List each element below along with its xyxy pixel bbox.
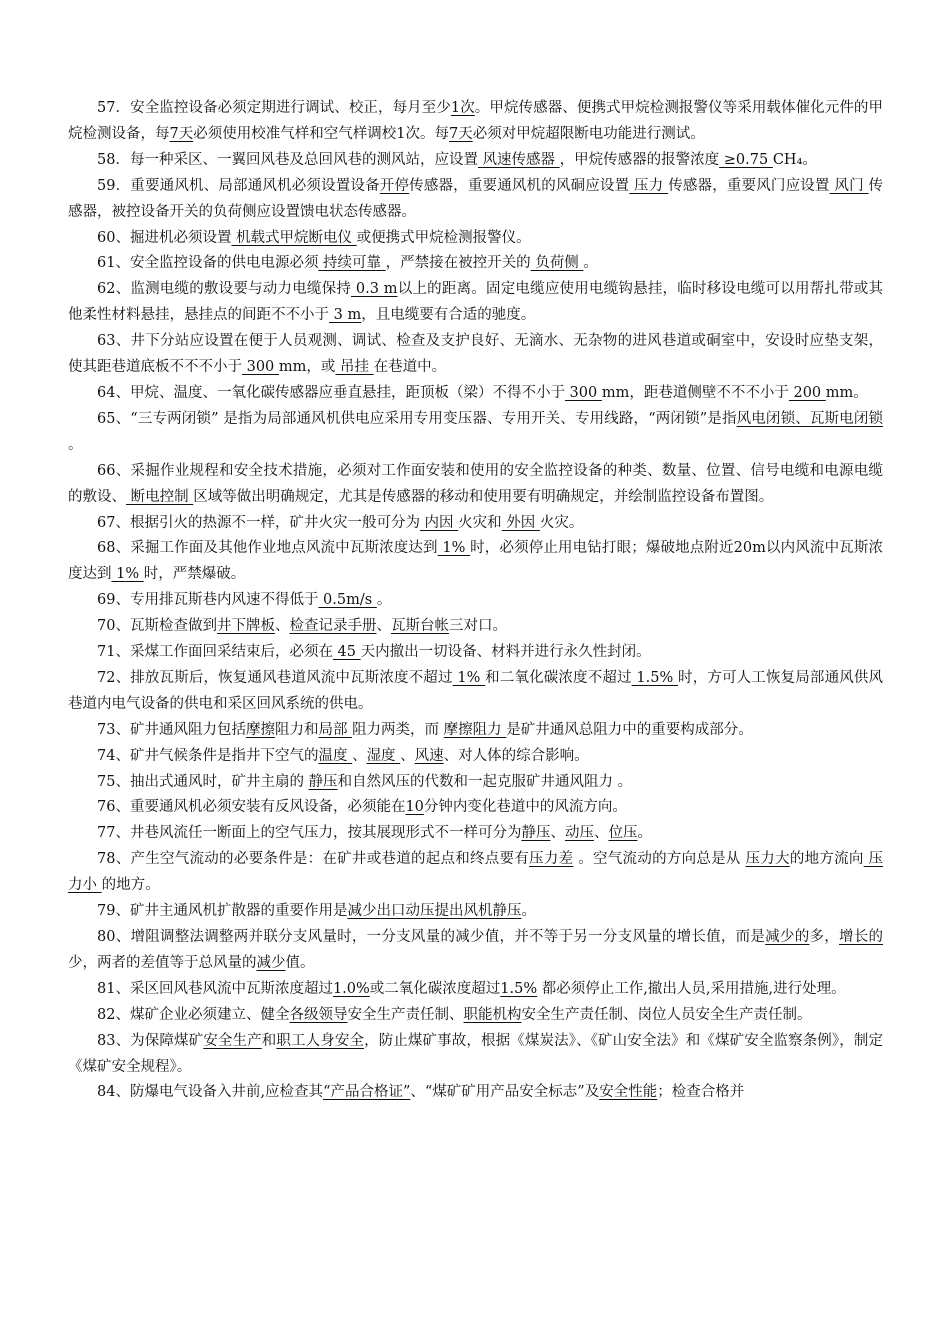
question-text: 区域等做出明确规定，尤其是传感器的移动和使用要有明确规定，并绘制监控设备布置图。 xyxy=(193,488,774,505)
question-paragraph xyxy=(68,925,883,977)
question-text: 83、为保障煤矿 xyxy=(97,1032,204,1049)
question-text: 是矿井通风总阻力中的重要构成部分。 xyxy=(506,721,753,738)
question-text: 传感器，重要通风机的风硐应设置 xyxy=(409,177,630,194)
answer-blank: 摩擦 xyxy=(245,721,275,738)
question-text: 。 xyxy=(68,436,83,453)
answer-blank: 压力大 xyxy=(745,851,790,868)
answer-blank: 7天 xyxy=(169,125,194,142)
question-paragraph xyxy=(68,1029,883,1081)
answer-blank: 0.5m/s xyxy=(318,592,377,609)
answer-blank: 1.5% xyxy=(500,980,538,997)
question-text: 在巷道中。 xyxy=(373,359,447,376)
question-paragraph xyxy=(68,744,883,770)
answer-blank: 风门 xyxy=(829,177,869,194)
answer-blank: 职能机构 xyxy=(463,1006,522,1023)
question-paragraph xyxy=(68,511,883,537)
question-text: 59．重要通风机、局部通风机必须设置设备 xyxy=(97,177,380,194)
answer-blank: 1% xyxy=(437,540,471,557)
answer-blank: 检查记录手册 xyxy=(289,618,377,635)
question-text: 三对口。 xyxy=(448,618,507,635)
question-text: 和自然风压的代数和一起克服矿井通风阻力 。 xyxy=(337,773,633,790)
question-paragraph xyxy=(68,459,883,511)
question-text: 。 xyxy=(583,255,598,272)
question-text: 60、掘进机必须设置 xyxy=(97,229,232,246)
question-paragraph xyxy=(68,329,883,381)
question-text: ，且电缆要有合适的驰度。 xyxy=(361,307,536,324)
answer-blank: 1.5% xyxy=(631,669,679,686)
answer-blank: 吊挂 xyxy=(335,359,374,376)
question-text: 火灾。 xyxy=(539,514,584,531)
question-paragraph xyxy=(68,718,883,744)
question-paragraph xyxy=(68,96,883,148)
answer-blank: 井下牌板 xyxy=(216,618,275,635)
question-text: 。空气流动的方向总是从 xyxy=(573,851,746,868)
answer-blank: 职工人身安全 xyxy=(276,1032,365,1049)
answer-blank: 压力 xyxy=(629,177,669,194)
question-text: 84、防爆电气设备入井前,应检查其 xyxy=(97,1084,324,1101)
question-text: 76、重要通风机必须安装有反风设备，必须能在 xyxy=(97,799,406,816)
question-text: ，甲烷传感器的报警浓度 xyxy=(559,151,720,168)
question-text: 的地方。 xyxy=(101,877,160,894)
question-text: 66、采掘作业规程和安全技术措施，必须对工作面安装和使用的安全监控设备的种类、数量、位置、信号电缆和电源电缆的敷设、 xyxy=(68,462,883,505)
question-paragraph xyxy=(68,640,883,666)
question-text: 62、监测电缆的敷设要与动力电缆保持 xyxy=(97,281,352,298)
question-paragraph xyxy=(68,847,883,899)
answer-blank: 200 xyxy=(788,384,826,401)
question-text: 75、抽出式通风时，矿井主扇的 xyxy=(97,773,309,790)
question-text: 值。 xyxy=(285,954,315,971)
answer-blank: 风速 xyxy=(414,747,444,764)
question-text: ，防止煤矿事故，根据《煤炭法》、《矿山安全法》和《煤矿安全监察条例》，制定《煤矿安全规程》。 xyxy=(68,1032,884,1075)
question-paragraph xyxy=(68,226,883,252)
question-text: 传感器，被控设备开关的负荷侧应设置馈电状态传感器。 xyxy=(68,177,884,220)
question-text: 阻力两类，而 xyxy=(352,721,444,738)
answer-blank: 压力差 xyxy=(529,851,574,868)
question-text: 、对人体的综合影响。 xyxy=(443,747,589,764)
question-text: 69、专用排瓦斯巷内风速不得低于 xyxy=(97,592,319,609)
question-paragraph xyxy=(68,1080,883,1106)
question-text: 、 xyxy=(274,618,290,635)
question-text: 或便携式甲烷检测报警仪。 xyxy=(356,229,531,246)
question-text: 安全生产责任制、岗位人员安全生产责任制。 xyxy=(521,1006,812,1023)
question-paragraph xyxy=(68,770,883,796)
question-text: 。 xyxy=(376,592,392,609)
question-text: 81、采区回风巷风流中瓦斯浓度超过 xyxy=(97,980,333,997)
question-text: 、“煤矿矿用产品安全标志”及 xyxy=(410,1084,600,1101)
question-paragraph xyxy=(68,899,883,925)
question-paragraph xyxy=(68,251,883,277)
question-text: 传感器，重要风门应设置 xyxy=(668,177,830,194)
answer-blank: 45 xyxy=(332,644,361,661)
question-text: 58．每一种采区、一翼回风巷及总回风巷的测风站，应设置 xyxy=(97,151,478,168)
question-text: 65、“三专两闭锁” 是指为局部通风机供电应采用专用变压器、专用开关、专用线路，“两闭锁”是指 xyxy=(97,410,737,427)
question-text: 、 xyxy=(376,618,391,635)
question-text: ；检查合格并 xyxy=(657,1084,745,1101)
answer-blank: 局部 xyxy=(318,721,353,738)
answer-blank: 减少出口动压提出风机静压 xyxy=(347,903,522,920)
question-paragraph xyxy=(68,977,883,1003)
answer-blank: 机载式甲烷断电仪 xyxy=(231,229,357,246)
answer-blank: 10 xyxy=(405,799,424,816)
answer-blank: 位压 xyxy=(608,825,638,842)
question-text: 67、根据引火的热源不一样，矿井火灾一般可分为 xyxy=(97,514,420,531)
answer-blank: 各级领导 xyxy=(289,1006,348,1023)
question-paragraph xyxy=(68,277,883,329)
answer-blank: 摩擦阻力 xyxy=(443,721,507,738)
answer-blank: 风电闭锁、瓦斯电闭锁 xyxy=(736,410,883,427)
answer-blank: 300 xyxy=(242,359,279,376)
question-text: 多， xyxy=(809,929,839,945)
question-text: 安全生产责任制、 xyxy=(347,1006,464,1023)
question-text: 。 xyxy=(521,903,536,920)
question-text: 少，两者的差值等于总风量的 xyxy=(68,954,257,971)
question-paragraph xyxy=(68,614,883,640)
question-text: CH₄。 xyxy=(772,151,817,168)
answer-blank: 3 m xyxy=(329,307,362,324)
question-text: ，严禁接在被控开关的 xyxy=(385,255,531,272)
question-text: 57．安全监控设备必须定期进行调试、校正，每月至少 xyxy=(97,100,451,116)
answer-blank: 300 xyxy=(564,384,602,401)
answer-blank: ≥0.75 xyxy=(719,151,773,168)
question-text: 74、矿井气候条件是指井下空气的 xyxy=(97,747,319,764)
question-paragraph xyxy=(68,148,883,174)
document-page xyxy=(68,96,883,1106)
answer-blank: 安全性能 xyxy=(599,1084,658,1101)
question-text: 火灾和 xyxy=(458,514,502,531)
question-paragraph xyxy=(68,795,883,821)
question-text: 以上的距离。固定电缆应使用电缆钩悬挂，临时移设电缆可以用帮扎带或其他柔性材料悬挂，悬挂点的间距不不小于 xyxy=(68,281,884,324)
answer-blank: 负荷侧 xyxy=(530,255,584,272)
question-text: 或二氧化碳浓度超过 xyxy=(369,980,501,997)
question-text: 和二氧化碳浓度不超过 xyxy=(485,669,632,686)
answer-blank: 断电控制 xyxy=(126,488,194,505)
answer-blank: 1.0% xyxy=(332,980,370,997)
answer-blank: 减少的 xyxy=(765,929,810,945)
question-paragraph xyxy=(68,407,883,459)
question-text: 、 xyxy=(352,747,367,764)
answer-blank: 风速传感器 xyxy=(477,151,560,168)
answer-blank: 温度 xyxy=(318,747,353,764)
question-paragraph xyxy=(68,174,883,226)
answer-blank: 静压 xyxy=(308,773,338,790)
question-text: 、 xyxy=(593,825,609,842)
answer-blank: 1% xyxy=(452,669,486,686)
question-text: 阻力和 xyxy=(274,721,319,738)
question-text: 必须对甲烷超限断电功能进行测试。 xyxy=(472,125,705,142)
question-text: 时，方可人工恢复局部通风供风巷道内电气设备的供电和采区回风系统的供电。 xyxy=(68,669,884,712)
question-text: 时，必须停止用电钻打眼；爆破地点附近20m以内风流中瓦斯浓度达到 xyxy=(68,540,883,583)
answer-blank: 内因 xyxy=(419,514,459,531)
question-text: 必须使用校准气样和空气样调校1次。每 xyxy=(193,125,449,142)
answer-blank: 湿度 xyxy=(366,747,401,764)
question-text: 。甲烷传感器、便携式甲烷检测报警仪等采用载体催化元件的甲烷检测设备，每 xyxy=(68,100,883,142)
question-text: mm，或 xyxy=(278,359,336,376)
answer-blank: 1% xyxy=(111,566,144,583)
answer-blank: “产品合格证” xyxy=(323,1084,411,1101)
question-paragraph xyxy=(68,588,883,614)
question-text: 、 xyxy=(400,747,415,764)
answer-blank: 7天 xyxy=(448,125,473,142)
answer-blank: 瓦斯台帐 xyxy=(390,618,449,635)
question-text: mm。 xyxy=(825,384,868,401)
question-text: 73、矿井通风阻力包括 xyxy=(97,721,246,738)
question-text: 64、甲烷、温度、一氧化碳传感器应垂直悬挂，距顶板（梁）不得不小于 xyxy=(97,384,565,401)
question-text: 和 xyxy=(261,1032,277,1049)
question-text: 80、增阻调整法调整两并联分支风量时，一分支风量的减少值，并不等于另一分支风量的增长值，而是 xyxy=(97,929,766,945)
question-text: 都必须停止工作,撤出人员,采用措施,进行处理。 xyxy=(537,980,846,997)
question-text: 61、安全监控设备的供电电源必须 xyxy=(97,255,319,272)
question-text: 72、排放瓦斯后，恢复通风巷道风流中瓦斯浓度不超过 xyxy=(97,669,453,686)
answer-blank: 增长的 xyxy=(839,929,884,945)
question-paragraph xyxy=(68,666,883,718)
question-text: mm，距巷道侧壁不不不小于 xyxy=(601,384,789,401)
answer-blank: 开停 xyxy=(379,177,410,194)
answer-blank: 静压 xyxy=(521,825,551,842)
question-text: 、 xyxy=(550,825,565,842)
question-text: 分钟内变化巷道中的风流方向。 xyxy=(423,799,627,816)
question-paragraph xyxy=(68,381,883,407)
answer-blank: 外因 xyxy=(501,514,540,531)
answer-blank: 压力小 xyxy=(68,851,884,894)
question-paragraph xyxy=(68,536,883,588)
question-text: 68、采掘工作面及其他作业地点风流中瓦斯浓度达到 xyxy=(97,540,438,557)
answer-blank: 1次 xyxy=(450,100,475,116)
question-text: 。 xyxy=(637,825,652,842)
question-paragraph xyxy=(68,1003,883,1029)
answer-blank: 减少 xyxy=(256,954,286,971)
question-text: 时，严禁爆破。 xyxy=(143,566,246,583)
question-text: 77、井巷风流任一断面上的空气压力，按其展现形式不一样可分为 xyxy=(97,825,522,842)
question-text: 的地方流向 xyxy=(789,851,864,868)
question-text: 70、瓦斯检查做到 xyxy=(97,618,217,635)
question-text: 71、采煤工作面回采结束后，必须在 xyxy=(97,644,333,661)
question-text: 78、产生空气流动的必要条件是：在矿井或巷道的起点和终点要有 xyxy=(97,851,530,868)
question-text: 天内撤出一切设备、材料并进行永久性封闭。 xyxy=(360,644,651,661)
answer-blank: 动压 xyxy=(564,825,594,842)
question-text: 79、矿井主通风机扩散器的重要作用是 xyxy=(97,903,348,920)
question-text: 63、井下分站应设置在便于人员观测、调试、检查及支护良好、无滴水、无杂物的进风巷道或硐室中，安设时应垫支架，使其距巷道底板不不不小于 xyxy=(68,333,883,376)
question-text: 82、煤矿企业必须建立、健全 xyxy=(97,1006,290,1023)
question-paragraph xyxy=(68,821,883,847)
answer-blank: 安全生产 xyxy=(203,1032,262,1049)
answer-blank: 持续可靠 xyxy=(318,255,386,272)
answer-blank: 0.3 m xyxy=(351,281,398,298)
